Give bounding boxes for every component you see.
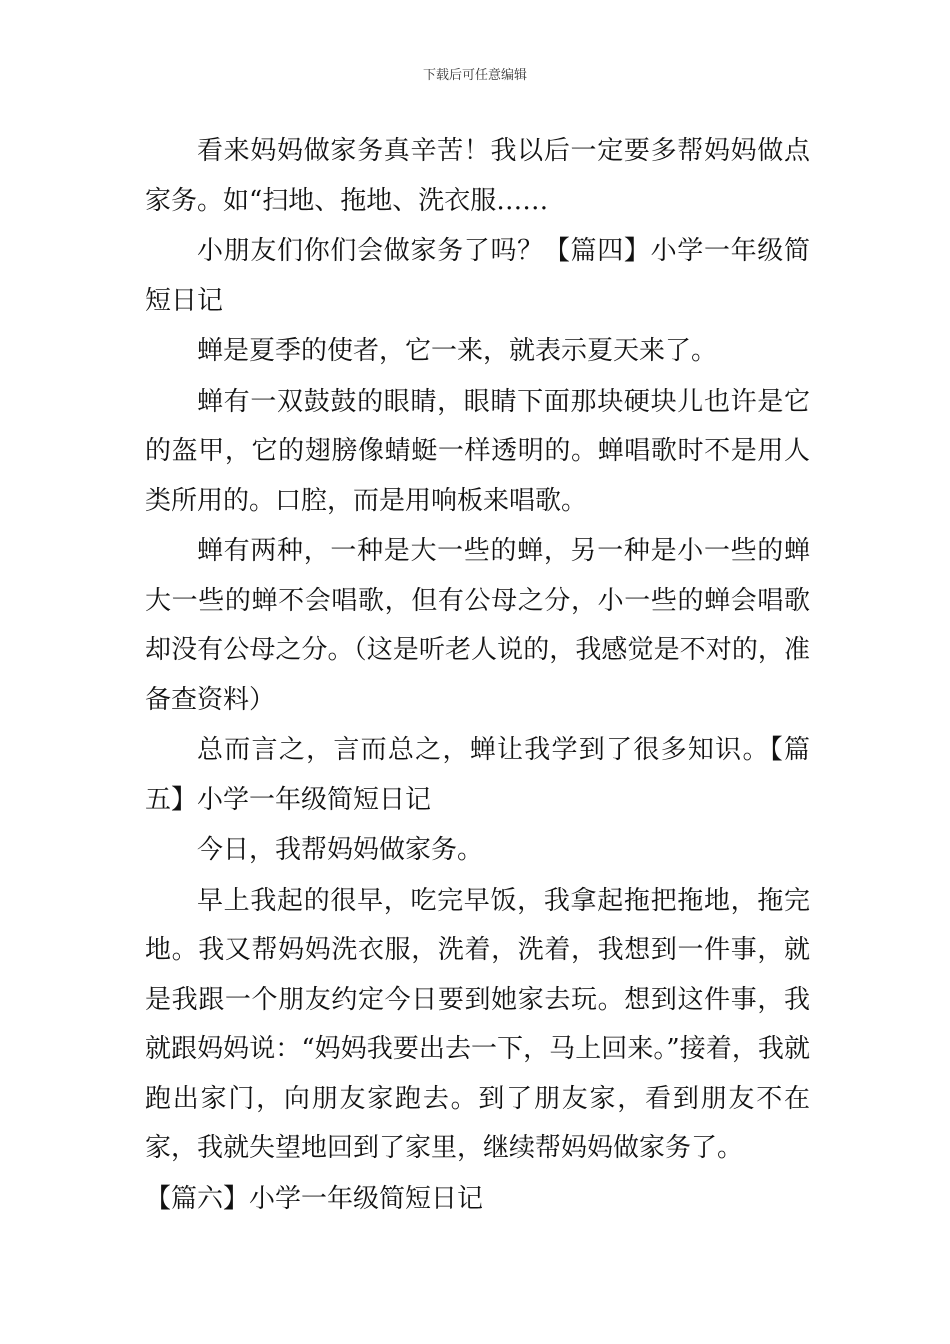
paragraph: 早上我起的很早，吃完早饭，我拿起拖把拖地，拖完地。我又帮妈妈洗衣服，洗着，洗着，我想到一件事，就是我跟一个朋友约定今日要到她家去玩。想到这件事，我就跟妈妈说：“妈妈我要出去一下，马上回来。”接着，我就跑出家门，向朋友家跑去。到了朋友家，看到朋友不在家，我就失望地回到了家里，继续帮妈妈做家务了。 xyxy=(145,885,810,1163)
paragraph: 小朋友们你们会做家务了吗？【篇四】小学一年级简短日记 xyxy=(145,236,810,316)
paragraph: 总而言之，言而总之，蝉让我学到了很多知识。【篇五】小学一年级简短日记 xyxy=(145,735,810,815)
paragraph: 蝉有一双鼓鼓的眼睛，眼睛下面那块硬块儿也许是它的盔甲，它的翅膀像蜻蜓一样透明的。蝉唱歌时不是用人类所用的。口腔，而是用响板来唱歌。 xyxy=(145,386,810,516)
section-heading: 【篇六】小学一年级简短日记 xyxy=(145,1183,484,1214)
paragraph: 蝉是夏季的使者，它一来，就表示夏天来了。 xyxy=(197,336,718,366)
page-header: 下载后可任意编辑 xyxy=(422,68,527,83)
paragraph: 蝉有两种，一种是大一些的蝉，另一种是小一些的蝉大一些的蝉不会唱歌，但有公母之分，小一些的蝉会唱歌却没有公母之分。（这是听老人说的，我感觉是不对的，准备查资料） xyxy=(145,536,810,715)
paragraph: 看来妈妈做家务真辛苦！我以后一定要多帮妈妈做点家务。如“扫地、拖地、洗衣服…… xyxy=(145,136,810,216)
document-body xyxy=(145,127,810,1225)
paragraph: 今日，我帮妈妈做家务。 xyxy=(197,835,484,865)
